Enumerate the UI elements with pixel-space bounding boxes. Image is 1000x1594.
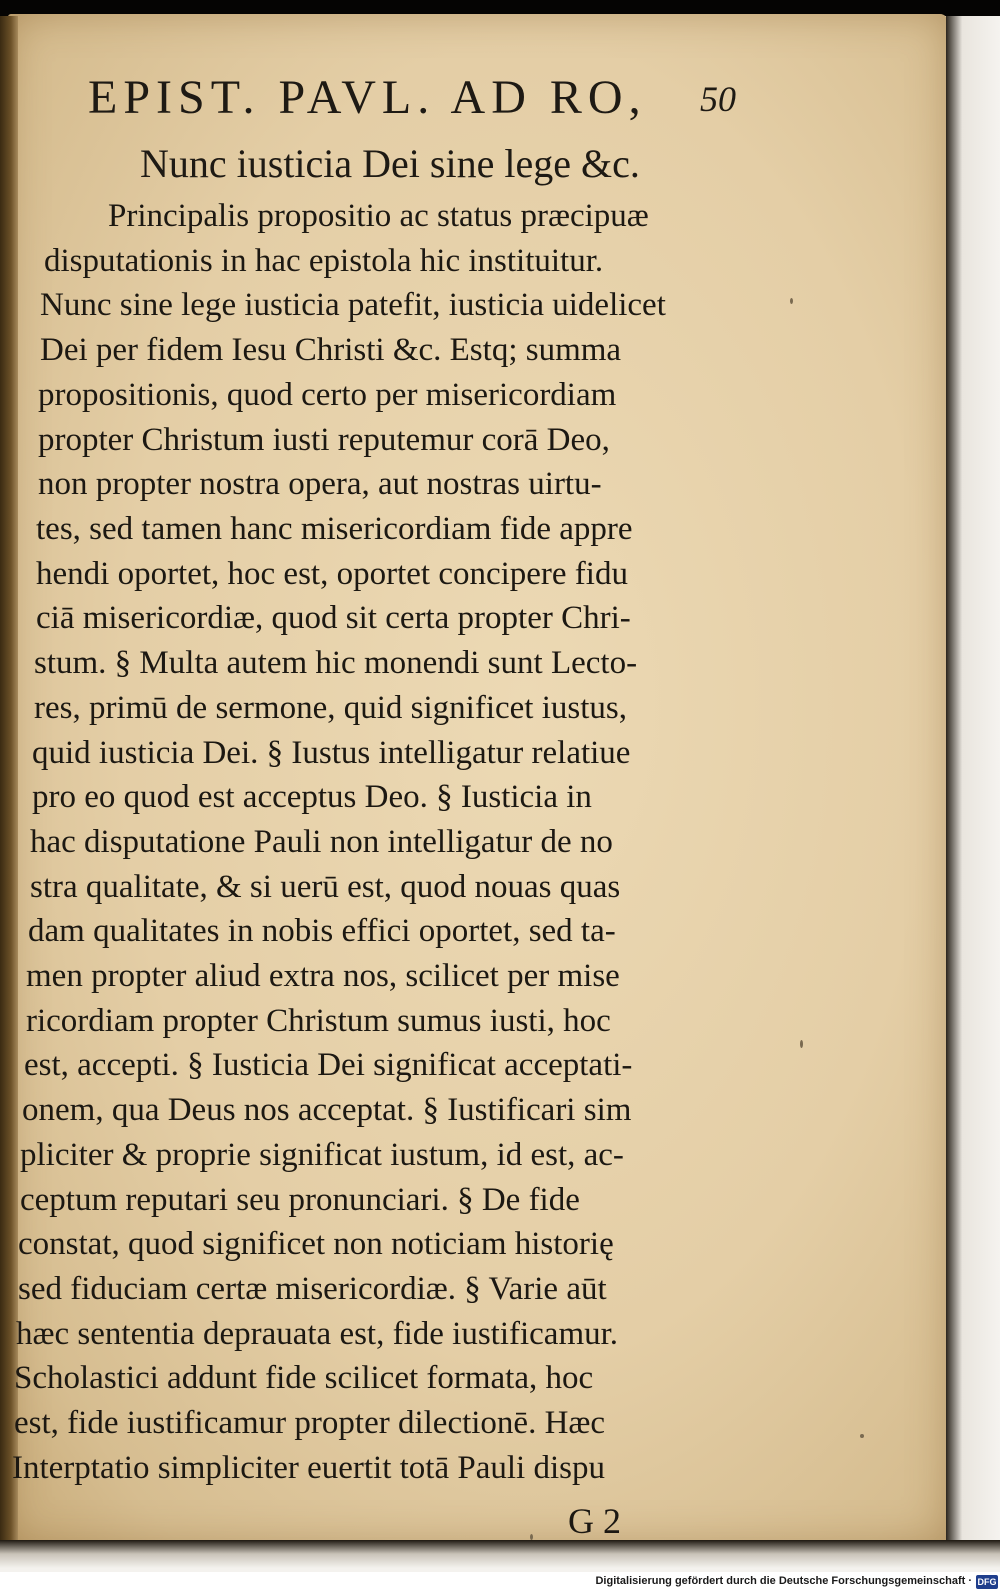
text-line: hendi oportet, hoc est, oportet concipere fidu — [36, 556, 628, 592]
paper-speck — [800, 1040, 803, 1048]
text-line: propositionis, quod certo per misericordiam — [38, 377, 617, 413]
text-line: res, primū de sermone, quid significet iustus, — [34, 690, 627, 726]
text-line: non propter nostra opera, aut nostras uirtu- — [38, 466, 602, 502]
text-line: ciā misericordiæ, quod sit certa propter Chri- — [36, 600, 631, 636]
text-line: ricordiam propter Christum sumus iusti, hoc — [26, 1003, 611, 1039]
text-line: stra qualitate, & si uerū est, quod nouas quas — [30, 869, 621, 905]
text-line: dam qualitates in nobis effici oportet, sed ta- — [28, 913, 616, 949]
text-line: tes, sed tamen hanc misericordiam fide appre — [36, 511, 633, 547]
text-line: onem, qua Deus nos acceptat. § Iustificari sim — [22, 1092, 632, 1128]
signature-mark: G 2 — [568, 1501, 621, 1541]
folio-number: 50 — [700, 79, 736, 119]
text-line: hac disputatione Pauli non intelligatur de no — [30, 824, 613, 860]
text-line: Interptatio simpliciter euertit totā Pauli dispu — [12, 1450, 605, 1486]
text-line: Dei per fidem Iesu Christi &c. Estq; summa — [40, 332, 622, 368]
text-line: stum. § Multa autem hic monendi sunt Lecto- — [34, 645, 638, 681]
funding-credit: Digitalisierung gefördert durch die Deutsche Forschungsgemeinschaft · — [595, 1575, 972, 1587]
text-line: est, accepti. § Iusticia Dei significat acceptati- — [24, 1047, 633, 1083]
paper-speck — [530, 1534, 533, 1540]
text-line: disputationis in hac epistola hic instituitur. — [44, 243, 604, 279]
text-line: constat, quod significet non noticiam historię — [18, 1226, 614, 1262]
text-line: men propter aliud extra nos, scilicet per mise — [26, 958, 620, 994]
text-line: Nunc sine lege iusticia patefit, iusticia uidelicet — [40, 287, 666, 323]
text-line: quid iusticia Dei. § Iustus intelligatur relatiue — [32, 735, 631, 771]
paper-speck — [860, 1434, 864, 1438]
section-rubric: Nunc iusticia Dei sine lege &c. — [140, 141, 640, 186]
text-line: est, fide iustificamur propter dilectionē. Hæc — [14, 1405, 606, 1441]
text-line: pliciter & proprie significat iustum, id est, ac- — [20, 1137, 624, 1173]
dfg-logo-icon: DFG — [977, 1577, 997, 1587]
digitization-footer — [0, 1572, 1000, 1594]
text-line: hæc sententia deprauata est, fide iustificamur. — [16, 1316, 619, 1352]
text-line: pro eo quod est acceptus Deo. § Iusticia in — [32, 779, 592, 815]
paper-speck — [790, 298, 793, 304]
running-head: EPIST. PAVL. AD RO, — [88, 71, 647, 124]
text-line: Principalis propositio ac status præcipuæ — [108, 198, 649, 234]
text-line: sed fiduciam certæ misericordiæ. § Varie aūt — [18, 1271, 607, 1307]
text-line: propter Christum iusti reputemur corā Deo, — [38, 422, 610, 458]
text-line: Scholastici addunt fide scilicet formata, hoc — [14, 1360, 594, 1396]
text-line: ceptum reputari seu pronunciari. § De fide — [20, 1182, 580, 1218]
